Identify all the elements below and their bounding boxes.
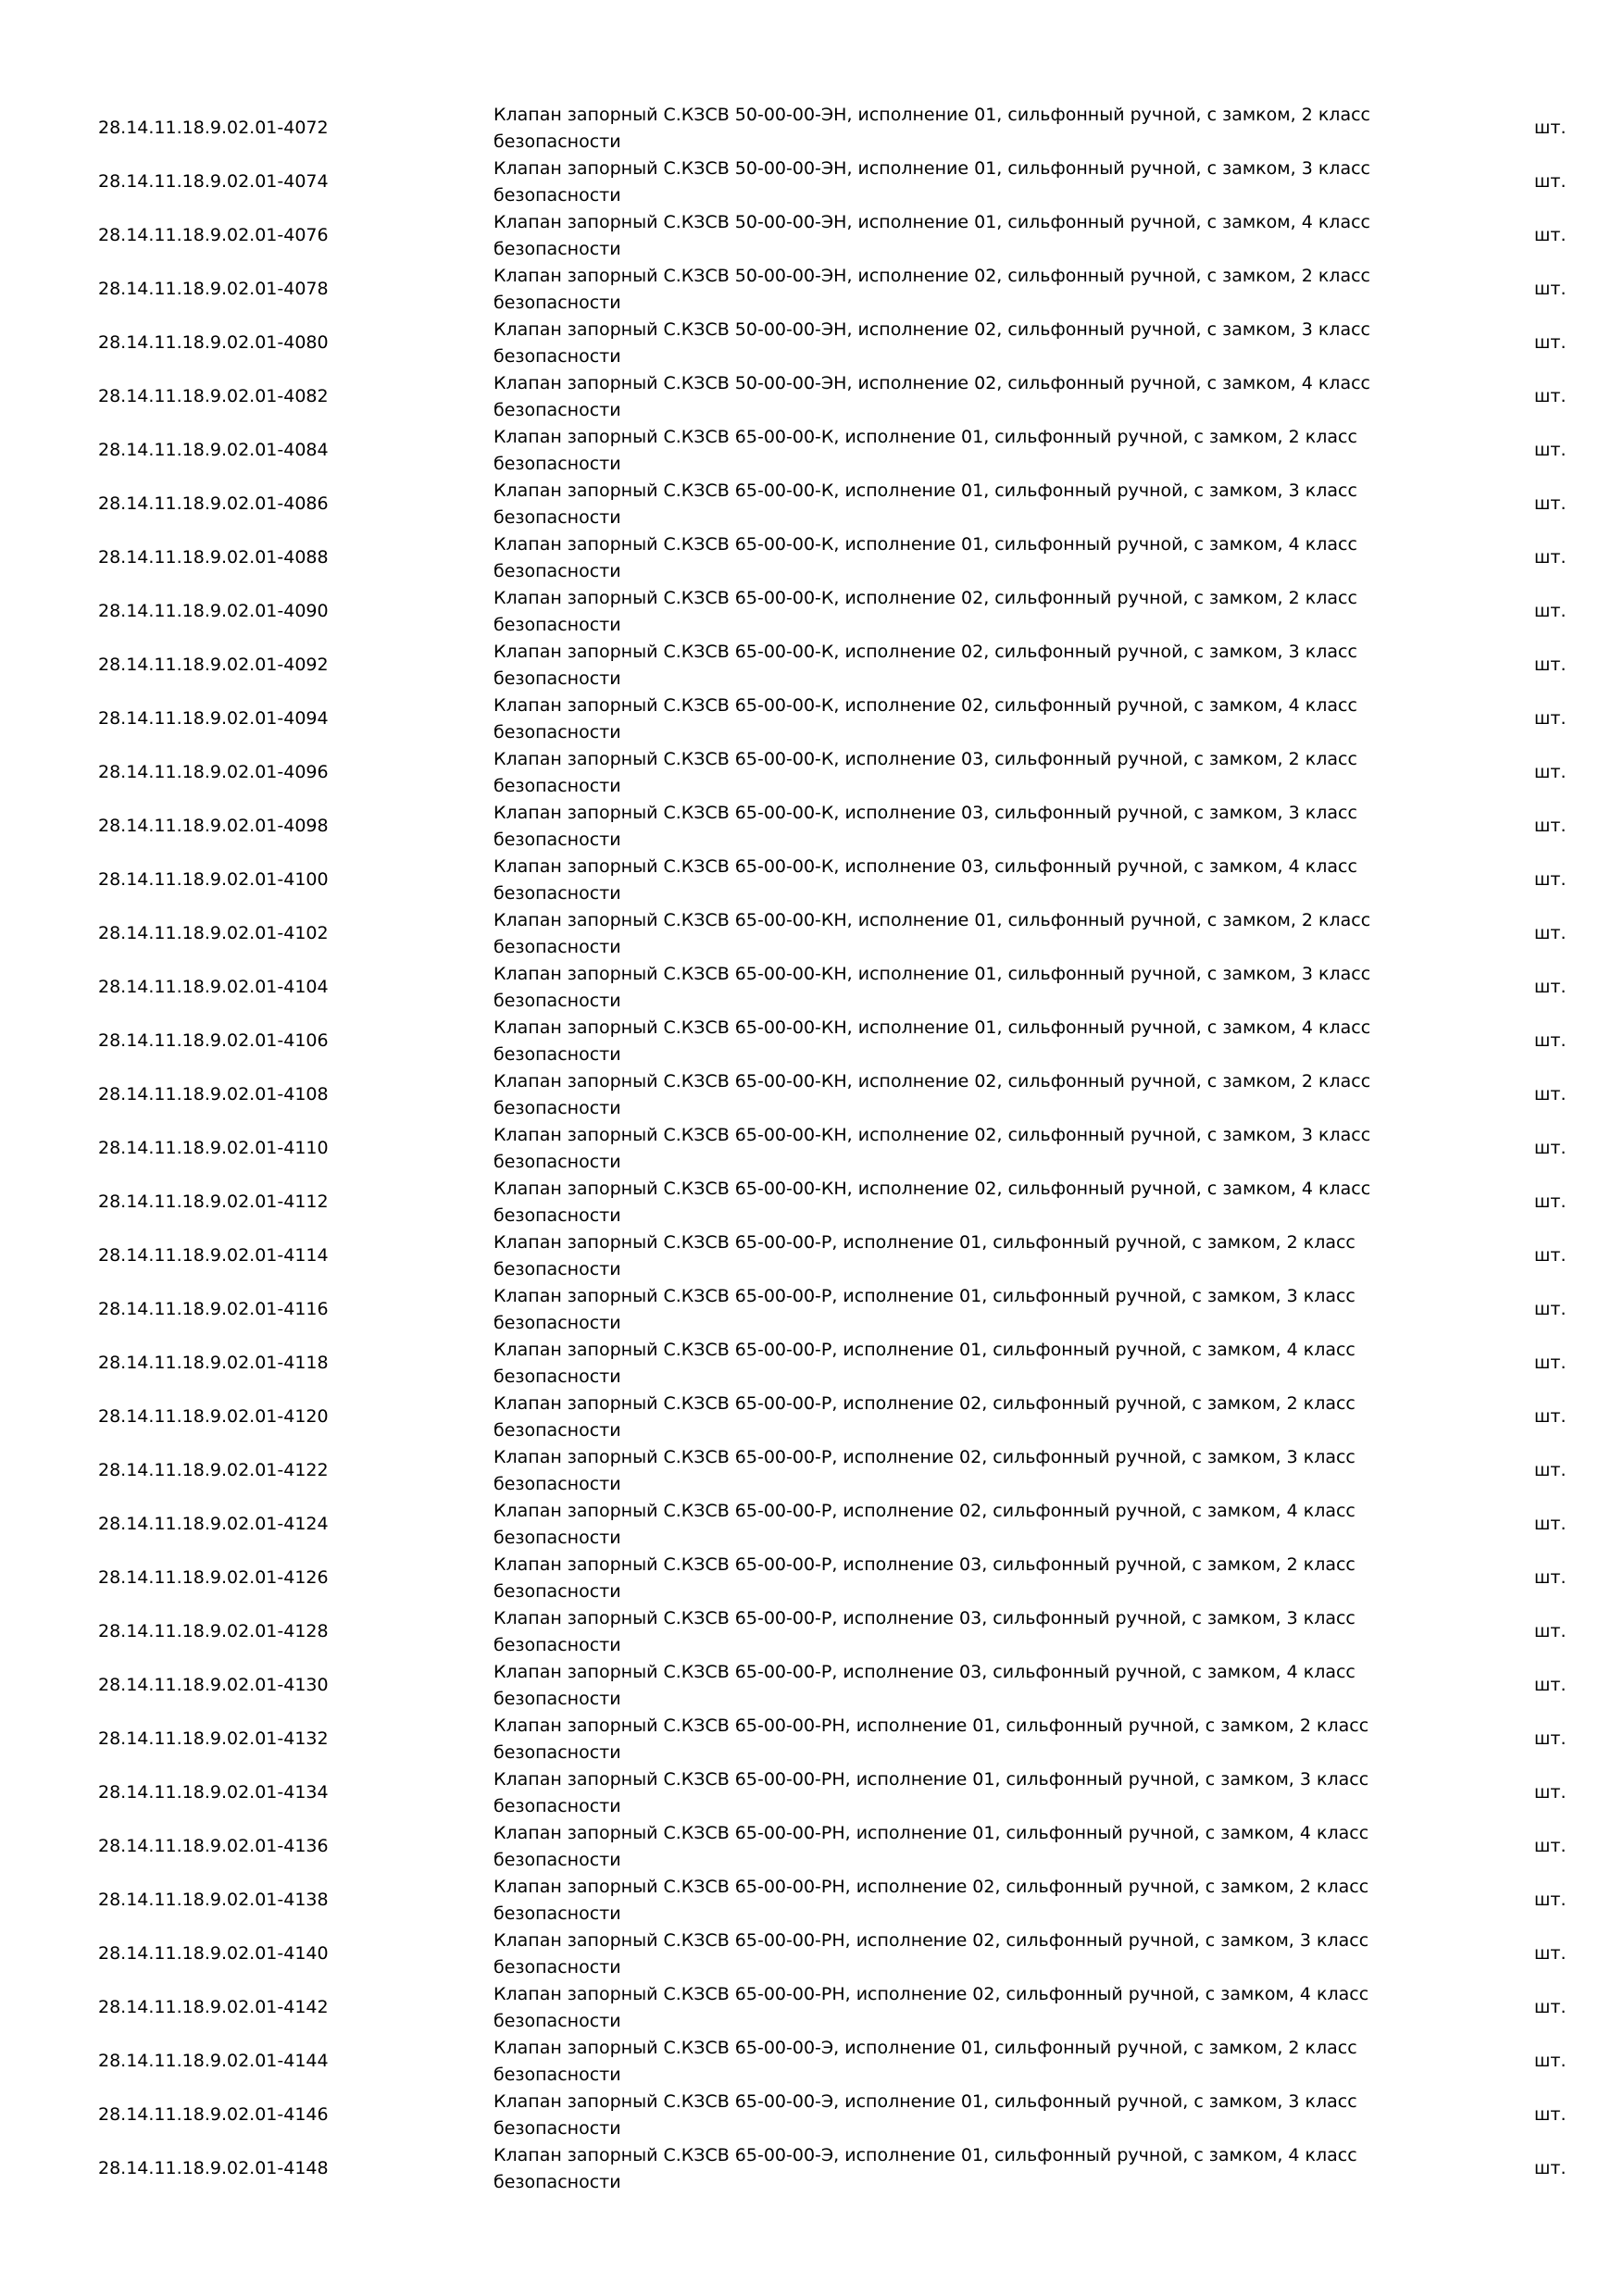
row-unit: шт. bbox=[1534, 1567, 1567, 1588]
row-description-line-1: Клапан запорный С.КЗСВ 65-00-00-КН, исполнение 02, сильфонный ручной, с замком, 4 класс bbox=[493, 1179, 1371, 1199]
table-row bbox=[0, 799, 1624, 853]
table-row bbox=[0, 2034, 1624, 2088]
table-row bbox=[0, 1980, 1624, 2034]
row-unit: шт. bbox=[1534, 171, 1567, 192]
table-row bbox=[0, 1819, 1624, 1873]
row-description bbox=[493, 1337, 1382, 1391]
row-description bbox=[493, 1015, 1382, 1068]
row-unit: шт. bbox=[1534, 762, 1567, 782]
row-unit: шт. bbox=[1534, 1084, 1567, 1104]
row-description-line-2: безопасности bbox=[493, 1366, 621, 1387]
row-unit: шт. bbox=[1534, 1406, 1567, 1427]
row-description-line-1: Клапан запорный С.КЗСВ 50-00-00-ЭН, исполнение 02, сильфонный ручной, с замком, 3 класс bbox=[493, 319, 1370, 340]
row-description-line-1: Клапан запорный С.КЗСВ 65-00-00-Э, исполнение 01, сильфонный ручной, с замком, 4 класс bbox=[493, 2145, 1357, 2165]
table-row bbox=[0, 1927, 1624, 1980]
row-unit: шт. bbox=[1534, 493, 1567, 514]
table-row bbox=[0, 853, 1624, 906]
row-description-line-2: безопасности bbox=[493, 1742, 621, 1763]
row-description bbox=[493, 800, 1382, 854]
row-description-line-1: Клапан запорный С.КЗСВ 65-00-00-К, исполнение 01, сильфонный ручной, с замком, 2 класс bbox=[493, 427, 1357, 447]
row-unit: шт. bbox=[1534, 1192, 1567, 1212]
row-code: 28.14.11.18.9.02.01-4116 bbox=[98, 1299, 329, 1319]
row-description-line-1: Клапан запорный С.КЗСВ 65-00-00-Р, исполнение 03, сильфонный ручной, с замком, 4 класс bbox=[493, 1662, 1355, 1682]
table-row bbox=[0, 1766, 1624, 1819]
row-description-line-2: безопасности bbox=[493, 1044, 621, 1065]
row-description bbox=[493, 1605, 1382, 1659]
table-row bbox=[0, 1551, 1624, 1604]
row-unit: шт. bbox=[1534, 2051, 1567, 2071]
row-unit: шт. bbox=[1534, 1943, 1567, 1964]
row-description-line-1: Клапан запорный С.КЗСВ 65-00-00-КН, исполнение 02, сильфонный ручной, с замком, 2 класс bbox=[493, 1071, 1371, 1092]
row-description-line-2: безопасности bbox=[493, 131, 621, 152]
row-description-line-2: безопасности bbox=[493, 1528, 621, 1548]
row-code: 28.14.11.18.9.02.01-4142 bbox=[98, 1997, 329, 2017]
table-row bbox=[0, 101, 1624, 155]
row-unit: шт. bbox=[1534, 1675, 1567, 1695]
table-row bbox=[0, 584, 1624, 638]
row-description bbox=[493, 263, 1382, 317]
row-description bbox=[493, 1176, 1382, 1229]
row-code: 28.14.11.18.9.02.01-4088 bbox=[98, 547, 329, 568]
row-code: 28.14.11.18.9.02.01-4080 bbox=[98, 332, 329, 353]
table-row bbox=[0, 1229, 1624, 1282]
table-row bbox=[0, 1121, 1624, 1175]
row-description-line-2: безопасности bbox=[493, 2172, 621, 2192]
row-unit: шт. bbox=[1534, 1728, 1567, 1749]
row-code: 28.14.11.18.9.02.01-4104 bbox=[98, 977, 329, 997]
row-code: 28.14.11.18.9.02.01-4102 bbox=[98, 923, 329, 943]
row-unit: шт. bbox=[1534, 440, 1567, 460]
table-row bbox=[0, 477, 1624, 530]
row-unit: шт. bbox=[1534, 547, 1567, 568]
row-description-line-2: безопасности bbox=[493, 346, 621, 367]
row-description bbox=[493, 1928, 1382, 1981]
row-unit: шт. bbox=[1534, 279, 1567, 299]
row-description-line-2: безопасности bbox=[493, 1903, 621, 1924]
row-code: 28.14.11.18.9.02.01-4098 bbox=[98, 816, 329, 836]
row-code: 28.14.11.18.9.02.01-4146 bbox=[98, 2104, 329, 2125]
row-description bbox=[493, 693, 1382, 746]
row-description-line-2: безопасности bbox=[493, 776, 621, 796]
row-code: 28.14.11.18.9.02.01-4090 bbox=[98, 601, 329, 621]
row-description bbox=[493, 2142, 1382, 2196]
table-row bbox=[0, 155, 1624, 208]
row-code: 28.14.11.18.9.02.01-4094 bbox=[98, 708, 329, 729]
row-description-line-1: Клапан запорный С.КЗСВ 65-00-00-КН, исполнение 02, сильфонный ручной, с замком, 3 класс bbox=[493, 1125, 1371, 1145]
row-description-line-1: Клапан запорный С.КЗСВ 65-00-00-К, исполнение 01, сильфонный ручной, с замком, 3 класс bbox=[493, 480, 1357, 501]
row-description bbox=[493, 1068, 1382, 1122]
row-code: 28.14.11.18.9.02.01-4138 bbox=[98, 1890, 329, 1910]
row-unit: шт. bbox=[1534, 1514, 1567, 1534]
table-row bbox=[0, 2141, 1624, 2195]
row-description bbox=[493, 585, 1382, 639]
row-description-line-1: Клапан запорный С.КЗСВ 65-00-00-РН, исполнение 01, сильфонный ручной, с замком, 4 класс bbox=[493, 1823, 1369, 1843]
table-row bbox=[0, 1175, 1624, 1229]
row-code: 28.14.11.18.9.02.01-4078 bbox=[98, 279, 329, 299]
row-description bbox=[493, 1122, 1382, 1176]
row-description-line-1: Клапан запорный С.КЗСВ 65-00-00-Р, исполнение 03, сильфонный ручной, с замком, 3 класс bbox=[493, 1608, 1355, 1628]
table-row bbox=[0, 423, 1624, 477]
row-code: 28.14.11.18.9.02.01-4120 bbox=[98, 1406, 329, 1427]
table-row bbox=[0, 262, 1624, 316]
row-description-line-2: безопасности bbox=[493, 2065, 621, 2085]
row-description-line-2: безопасности bbox=[493, 1850, 621, 1870]
row-code: 28.14.11.18.9.02.01-4084 bbox=[98, 440, 329, 460]
row-description bbox=[493, 854, 1382, 907]
row-code: 28.14.11.18.9.02.01-4076 bbox=[98, 225, 329, 245]
row-description-line-1: Клапан запорный С.КЗСВ 65-00-00-КН, исполнение 01, сильфонный ручной, с замком, 2 класс bbox=[493, 910, 1371, 930]
row-description bbox=[493, 531, 1382, 585]
row-description-line-1: Клапан запорный С.КЗСВ 65-00-00-РН, исполнение 02, сильфонный ручной, с замком, 2 класс bbox=[493, 1877, 1369, 1897]
row-description-line-1: Клапан запорный С.КЗСВ 50-00-00-ЭН, исполнение 01, сильфонный ручной, с замком, 3 класс bbox=[493, 158, 1370, 179]
row-description bbox=[493, 1444, 1382, 1498]
row-description bbox=[493, 156, 1382, 209]
row-code: 28.14.11.18.9.02.01-4072 bbox=[98, 118, 329, 138]
row-description-line-1: Клапан запорный С.КЗСВ 65-00-00-РН, исполнение 02, сильфонный ручной, с замком, 3 класс bbox=[493, 1930, 1369, 1951]
table-row bbox=[0, 1497, 1624, 1551]
row-description bbox=[493, 478, 1382, 531]
row-description-line-1: Клапан запорный С.КЗСВ 50-00-00-ЭН, исполнение 01, сильфонный ручной, с замком, 4 класс bbox=[493, 212, 1370, 232]
row-description-line-2: безопасности bbox=[493, 1152, 621, 1172]
row-description-line-2: безопасности bbox=[493, 239, 621, 259]
row-description-line-1: Клапан запорный С.КЗСВ 65-00-00-Э, исполнение 01, сильфонный ручной, с замком, 2 класс bbox=[493, 2038, 1357, 2058]
table-row bbox=[0, 316, 1624, 369]
row-description-line-2: безопасности bbox=[493, 1098, 621, 1118]
row-code: 28.14.11.18.9.02.01-4140 bbox=[98, 1943, 329, 1964]
table-row bbox=[0, 369, 1624, 423]
row-description bbox=[493, 1498, 1382, 1552]
row-description-line-2: безопасности bbox=[493, 722, 621, 742]
row-unit: шт. bbox=[1534, 869, 1567, 890]
row-description-line-2: безопасности bbox=[493, 507, 621, 528]
row-description-line-1: Клапан запорный С.КЗСВ 65-00-00-К, исполнение 03, сильфонный ручной, с замком, 4 класс bbox=[493, 856, 1357, 877]
price-table bbox=[0, 101, 1624, 2195]
row-description bbox=[493, 2089, 1382, 2142]
table-row bbox=[0, 530, 1624, 584]
row-description-line-2: безопасности bbox=[493, 1313, 621, 1333]
row-description bbox=[493, 2035, 1382, 2089]
row-code: 28.14.11.18.9.02.01-4144 bbox=[98, 2051, 329, 2071]
row-unit: шт. bbox=[1534, 1460, 1567, 1480]
row-description bbox=[493, 1820, 1382, 1874]
row-description bbox=[493, 1659, 1382, 1713]
row-unit: шт. bbox=[1534, 1138, 1567, 1158]
row-description-line-1: Клапан запорный С.КЗСВ 65-00-00-К, исполнение 02, сильфонный ручной, с замком, 2 класс bbox=[493, 588, 1357, 608]
row-description bbox=[493, 961, 1382, 1015]
row-description-line-2: безопасности bbox=[493, 937, 621, 957]
row-code: 28.14.11.18.9.02.01-4128 bbox=[98, 1621, 329, 1641]
table-row bbox=[0, 1390, 1624, 1443]
row-unit: шт. bbox=[1534, 1245, 1567, 1266]
row-code: 28.14.11.18.9.02.01-4114 bbox=[98, 1245, 329, 1266]
row-unit: шт. bbox=[1534, 1299, 1567, 1319]
row-unit: шт. bbox=[1534, 655, 1567, 675]
row-code: 28.14.11.18.9.02.01-4082 bbox=[98, 386, 329, 406]
row-description-line-1: Клапан запорный С.КЗСВ 65-00-00-Р, исполнение 02, сильфонный ручной, с замком, 4 класс bbox=[493, 1501, 1355, 1521]
table-row bbox=[0, 638, 1624, 692]
table-row bbox=[0, 2088, 1624, 2141]
row-code: 28.14.11.18.9.02.01-4118 bbox=[98, 1353, 329, 1373]
row-description-line-1: Клапан запорный С.КЗСВ 50-00-00-ЭН, исполнение 01, сильфонный ручной, с замком, 2 класс bbox=[493, 105, 1370, 125]
row-unit: шт. bbox=[1534, 2158, 1567, 2178]
row-description-line-1: Клапан запорный С.КЗСВ 65-00-00-Э, исполнение 01, сильфонный ручной, с замком, 3 класс bbox=[493, 2091, 1357, 2112]
row-description-line-2: безопасности bbox=[493, 293, 621, 313]
row-code: 28.14.11.18.9.02.01-4086 bbox=[98, 493, 329, 514]
row-description-line-2: безопасности bbox=[493, 454, 621, 474]
row-description-line-1: Клапан запорный С.КЗСВ 65-00-00-Р, исполнение 03, сильфонный ручной, с замком, 2 класс bbox=[493, 1554, 1355, 1575]
row-description-line-1: Клапан запорный С.КЗСВ 65-00-00-К, исполнение 03, сильфонный ручной, с замком, 3 класс bbox=[493, 803, 1357, 823]
row-description-line-1: Клапан запорный С.КЗСВ 65-00-00-К, исполнение 02, сильфонный ручной, с замком, 4 класс bbox=[493, 695, 1357, 716]
row-code: 28.14.11.18.9.02.01-4124 bbox=[98, 1514, 329, 1534]
row-description-line-1: Клапан запорный С.КЗСВ 65-00-00-КН, исполнение 01, сильфонный ручной, с замком, 4 класс bbox=[493, 1017, 1371, 1038]
row-description bbox=[493, 746, 1382, 800]
row-code: 28.14.11.18.9.02.01-4092 bbox=[98, 655, 329, 675]
table-row bbox=[0, 1067, 1624, 1121]
row-unit: шт. bbox=[1534, 386, 1567, 406]
row-description-line-2: безопасности bbox=[493, 1957, 621, 1978]
row-unit: шт. bbox=[1534, 1997, 1567, 2017]
row-description-line-2: безопасности bbox=[493, 561, 621, 581]
table-row bbox=[0, 1282, 1624, 1336]
row-description bbox=[493, 1552, 1382, 1605]
row-code: 28.14.11.18.9.02.01-4126 bbox=[98, 1567, 329, 1588]
row-description-line-2: безопасности bbox=[493, 883, 621, 904]
table-row bbox=[0, 1658, 1624, 1712]
row-code: 28.14.11.18.9.02.01-4130 bbox=[98, 1675, 329, 1695]
row-description-line-1: Клапан запорный С.КЗСВ 50-00-00-ЭН, исполнение 02, сильфонный ручной, с замком, 4 класс bbox=[493, 373, 1370, 393]
table-row bbox=[0, 1712, 1624, 1766]
row-unit: шт. bbox=[1534, 1030, 1567, 1051]
table-row bbox=[0, 208, 1624, 262]
row-description-line-2: безопасности bbox=[493, 615, 621, 635]
row-description bbox=[493, 424, 1382, 478]
row-description-line-2: безопасности bbox=[493, 668, 621, 689]
row-description bbox=[493, 209, 1382, 263]
row-description-line-2: безопасности bbox=[493, 185, 621, 206]
row-code: 28.14.11.18.9.02.01-4106 bbox=[98, 1030, 329, 1051]
table-row bbox=[0, 960, 1624, 1014]
row-code: 28.14.11.18.9.02.01-4148 bbox=[98, 2158, 329, 2178]
row-description-line-2: безопасности bbox=[493, 1689, 621, 1709]
row-description-line-2: безопасности bbox=[493, 1205, 621, 1226]
row-description-line-1: Клапан запорный С.КЗСВ 65-00-00-РН, исполнение 01, сильфонный ручной, с замком, 2 класс bbox=[493, 1716, 1369, 1736]
row-description-line-2: безопасности bbox=[493, 1420, 621, 1441]
table-row bbox=[0, 906, 1624, 960]
row-description-line-1: Клапан запорный С.КЗСВ 65-00-00-РН, исполнение 01, сильфонный ручной, с замком, 3 класс bbox=[493, 1769, 1369, 1790]
row-description-line-2: безопасности bbox=[493, 1581, 621, 1602]
table-row bbox=[0, 1604, 1624, 1658]
row-code: 28.14.11.18.9.02.01-4096 bbox=[98, 762, 329, 782]
row-code: 28.14.11.18.9.02.01-4110 bbox=[98, 1138, 329, 1158]
row-code: 28.14.11.18.9.02.01-4074 bbox=[98, 171, 329, 192]
row-description-line-2: безопасности bbox=[493, 991, 621, 1011]
row-unit: шт. bbox=[1534, 1836, 1567, 1856]
row-code: 28.14.11.18.9.02.01-4100 bbox=[98, 869, 329, 890]
row-code: 28.14.11.18.9.02.01-4112 bbox=[98, 1192, 329, 1212]
row-description-line-2: безопасности bbox=[493, 400, 621, 420]
table-row bbox=[0, 1336, 1624, 1390]
row-unit: шт. bbox=[1534, 1890, 1567, 1910]
row-description bbox=[493, 1229, 1382, 1283]
row-code: 28.14.11.18.9.02.01-4132 bbox=[98, 1728, 329, 1749]
row-unit: шт. bbox=[1534, 2104, 1567, 2125]
table-row bbox=[0, 1443, 1624, 1497]
row-unit: шт. bbox=[1534, 332, 1567, 353]
row-code: 28.14.11.18.9.02.01-4108 bbox=[98, 1084, 329, 1104]
row-description-line-1: Клапан запорный С.КЗСВ 65-00-00-К, исполнение 01, сильфонный ручной, с замком, 4 класс bbox=[493, 534, 1357, 555]
row-code: 28.14.11.18.9.02.01-4122 bbox=[98, 1460, 329, 1480]
row-unit: шт. bbox=[1534, 601, 1567, 621]
row-description bbox=[493, 907, 1382, 961]
row-description-line-1: Клапан запорный С.КЗСВ 65-00-00-КН, исполнение 01, сильфонный ручной, с замком, 3 класс bbox=[493, 964, 1371, 984]
row-description-line-2: безопасности bbox=[493, 1796, 621, 1816]
row-description-line-2: безопасности bbox=[493, 1635, 621, 1655]
row-unit: шт. bbox=[1534, 225, 1567, 245]
row-unit: шт. bbox=[1534, 1782, 1567, 1803]
row-unit: шт. bbox=[1534, 923, 1567, 943]
row-unit: шт. bbox=[1534, 816, 1567, 836]
row-description bbox=[493, 1391, 1382, 1444]
row-description-line-1: Клапан запорный С.КЗСВ 65-00-00-К, исполнение 03, сильфонный ручной, с замком, 2 класс bbox=[493, 749, 1357, 769]
row-description-line-2: безопасности bbox=[493, 2011, 621, 2031]
row-unit: шт. bbox=[1534, 1353, 1567, 1373]
row-description-line-1: Клапан запорный С.КЗСВ 50-00-00-ЭН, исполнение 02, сильфонный ручной, с замком, 2 класс bbox=[493, 266, 1370, 286]
table-row bbox=[0, 692, 1624, 745]
row-description-line-1: Клапан запорный С.КЗСВ 65-00-00-Р, исполнение 02, сильфонный ручной, с замком, 3 класс bbox=[493, 1447, 1355, 1467]
table-row bbox=[0, 745, 1624, 799]
row-description bbox=[493, 1713, 1382, 1766]
row-description bbox=[493, 102, 1382, 156]
row-description-line-2: безопасности bbox=[493, 1259, 621, 1279]
table-row bbox=[0, 1014, 1624, 1067]
row-description bbox=[493, 639, 1382, 693]
row-description-line-2: безопасности bbox=[493, 2118, 621, 2139]
row-description bbox=[493, 1283, 1382, 1337]
row-unit: шт. bbox=[1534, 708, 1567, 729]
row-unit: шт. bbox=[1534, 118, 1567, 138]
row-description-line-1: Клапан запорный С.КЗСВ 65-00-00-Р, исполнение 02, сильфонный ручной, с замком, 2 класс bbox=[493, 1393, 1355, 1414]
row-description bbox=[493, 1981, 1382, 2035]
table-row bbox=[0, 1873, 1624, 1927]
row-description-line-1: Клапан запорный С.КЗСВ 65-00-00-Р, исполнение 01, сильфонный ручной, с замком, 2 класс bbox=[493, 1232, 1355, 1253]
row-description bbox=[493, 317, 1382, 370]
row-description bbox=[493, 370, 1382, 424]
row-description-line-1: Клапан запорный С.КЗСВ 65-00-00-Р, исполнение 01, сильфонный ручной, с замком, 3 класс bbox=[493, 1286, 1355, 1306]
row-description-line-2: безопасности bbox=[493, 830, 621, 850]
row-unit: шт. bbox=[1534, 977, 1567, 997]
row-description-line-1: Клапан запорный С.КЗСВ 65-00-00-Р, исполнение 01, сильфонный ручной, с замком, 4 класс bbox=[493, 1340, 1355, 1360]
row-description-line-2: безопасности bbox=[493, 1474, 621, 1494]
row-description bbox=[493, 1766, 1382, 1820]
row-description bbox=[493, 1874, 1382, 1928]
row-description-line-1: Клапан запорный С.КЗСВ 65-00-00-К, исполнение 02, сильфонный ручной, с замком, 3 класс bbox=[493, 642, 1357, 662]
row-description-line-1: Клапан запорный С.КЗСВ 65-00-00-РН, исполнение 02, сильфонный ручной, с замком, 4 класс bbox=[493, 1984, 1369, 2004]
row-code: 28.14.11.18.9.02.01-4134 bbox=[98, 1782, 329, 1803]
row-code: 28.14.11.18.9.02.01-4136 bbox=[98, 1836, 329, 1856]
row-unit: шт. bbox=[1534, 1621, 1567, 1641]
